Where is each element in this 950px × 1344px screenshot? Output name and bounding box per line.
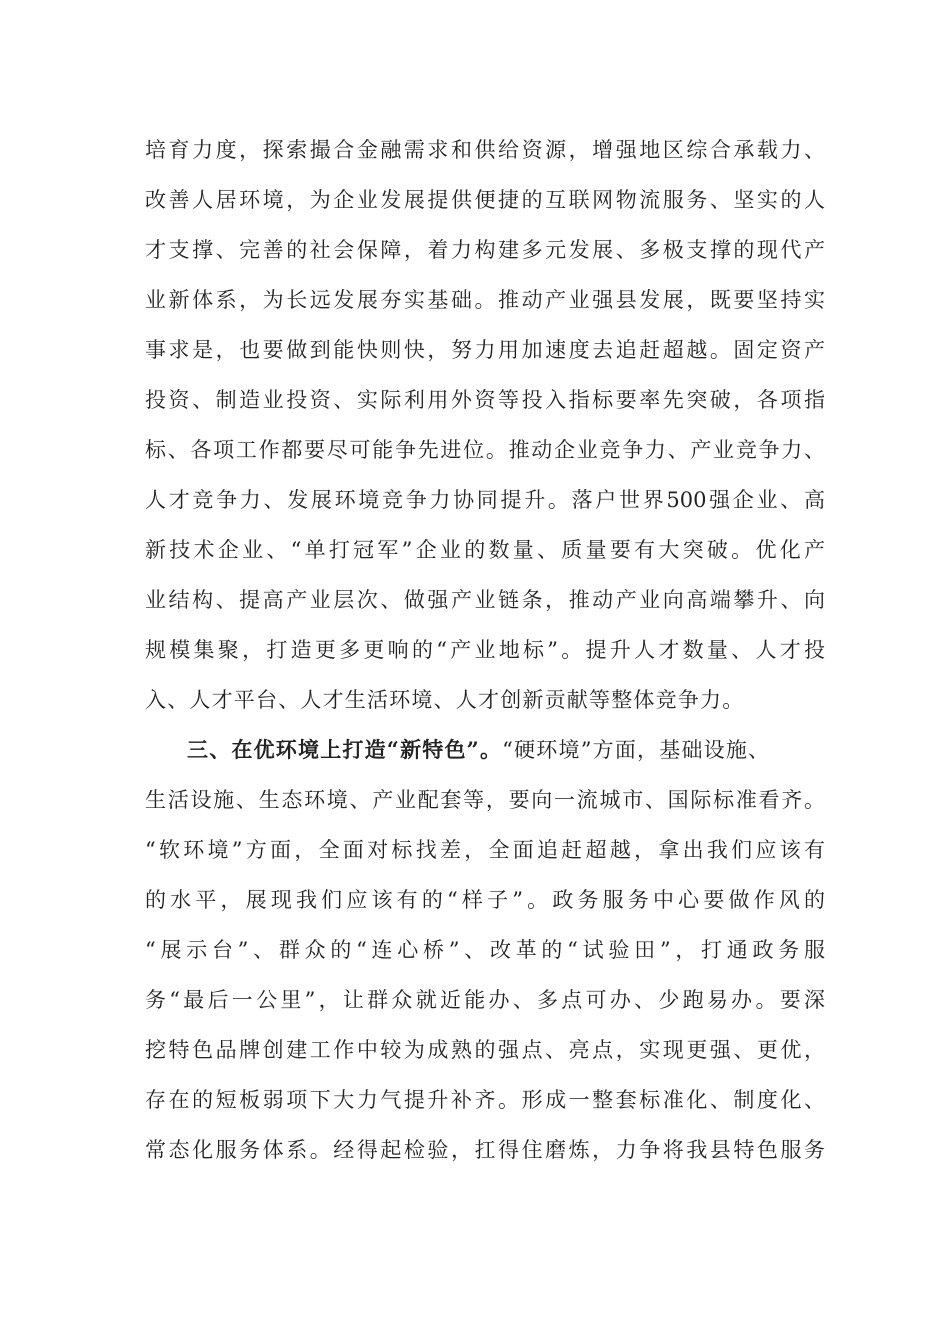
text-line: 规模集聚，打造更多更响的“产业地标”。提升人才数量、人才投 — [145, 638, 825, 662]
text-line: 人才竞争力、发展环境竞争力协同提升。落户世界500强企业、高 — [145, 488, 825, 512]
text-line: 事求是，也要做到能快则快，努力用加速度去追赶超越。固定资产 — [145, 338, 825, 362]
text-line: 的水平，展现我们应该有的“样子”。政务服务中心要做作风的 — [145, 888, 825, 912]
text-line: “软环境”方面，全面对标找差，全面追赶超越，拿出我们应该有 — [145, 838, 825, 862]
text-line: 业新体系，为长远发展夯实基础。推动产业强县发展，既要坚持实 — [145, 288, 825, 312]
text-line: 才支撑、完善的社会保障，着力构建多元发展、多极支撑的现代产 — [145, 238, 825, 262]
text-line: 业结构、提高产业层次、做强产业链条，推动产业向高端攀升、向 — [145, 588, 825, 612]
text-line: 常态化服务体系。经得起检验，扛得住磨炼，力争将我县特色服务 — [145, 1138, 825, 1162]
text-line: 务“最后一公里”，让群众就近能办、多点可办、少跑易办。要深 — [145, 988, 825, 1012]
text-line: 挖特色品牌创建工作中较为成熟的强点、亮点，实现更强、更优， — [145, 1038, 825, 1062]
text-line: 改善人居环境，为企业发展提供便捷的互联网物流服务、坚实的人 — [145, 188, 825, 212]
text-line: 标、各项工作都要尽可能争先进位。推动企业竞争力、产业竞争力、 — [145, 438, 825, 462]
text-line: 存在的短板弱项下大力气提升补齐。形成一整套标准化、制度化、 — [145, 1088, 825, 1112]
text-line: 入、人才平台、人才生活环境、人才创新贡献等整体竞争力。 — [145, 688, 745, 712]
text-line: 生活设施、生态环境、产业配套等，要向一流城市、国际标准看齐。 — [145, 788, 825, 812]
section-heading: 三、在优环境上打造“新特色”。 — [187, 737, 503, 762]
text-line: 培育力度，探索撮合金融需求和供给资源，增强地区综合承载力、 — [145, 138, 825, 162]
text-line: 新技术企业、“单打冠军”企业的数量、质量要有大突破。优化产 — [145, 538, 825, 562]
text-span: “硬环境”方面，基础设施、 — [502, 738, 771, 762]
text-line: “展示台”、群众的“连心桥”、改革的“试验田”，打通政务服 — [145, 938, 825, 962]
text-line: 投资、制造业投资、实际利用外资等投入指标要率先突破，各项指 — [145, 388, 825, 412]
paragraph-first-line — [187, 725, 770, 775]
